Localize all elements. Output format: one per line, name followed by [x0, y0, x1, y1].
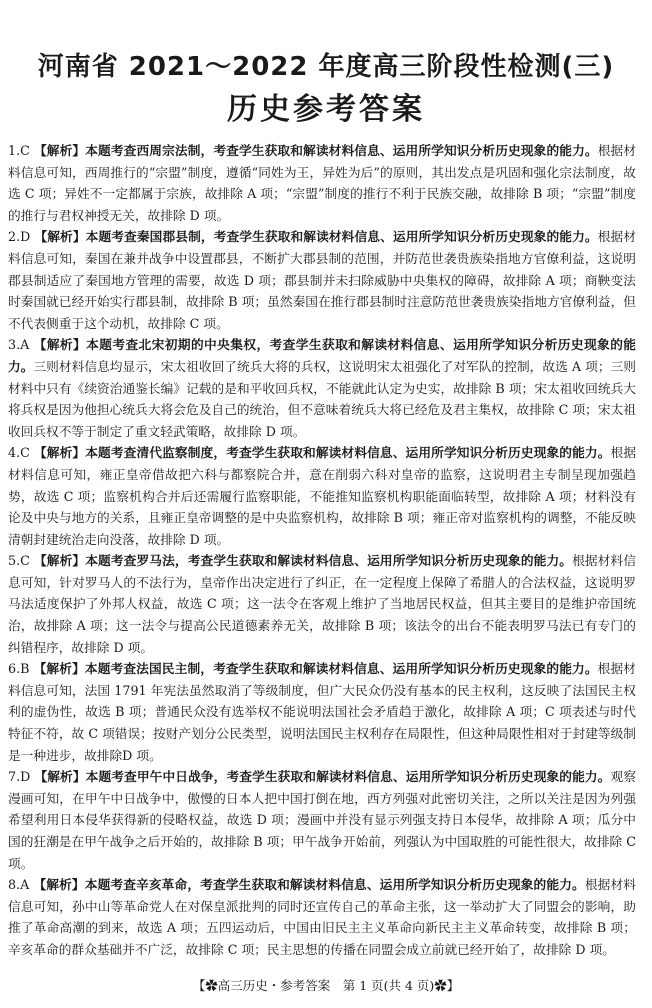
- answer-item-1: [8, 140, 636, 226]
- answer-item-6: [8, 658, 636, 766]
- answer-body: 根据材料信息可知，法国 1791 年宪法虽然取消了等级制度，但广大民众仍没有基本的民主权利，这反映了法国民主权利的虚伪性，故选 B 项；普通民众没有选举权不能说明法国社会矛盾趋于激化，故排除 A 项；C 项表述与时代特征不符，故 C 项错误；按财产划分公民类型，说明法国民主权利存在局限性，但这种局限性相对于封建等级制是一种进步，故排除D 项。: [8, 661, 636, 763]
- answer-item-7: [8, 766, 636, 874]
- answer-list: [8, 140, 636, 961]
- answer-lead: 本题考查甲午中日战争，考查学生获取和解读材料信息、运用所学知识分析历史现象的能力。: [85, 769, 611, 785]
- answer-body: 根据材料信息可知，西周推行的“宗盟”制度，遵循“同姓为王，异姓为后”的原则，其出发点是巩固和强化宗法制度，故选 C 项；异姓不一定都属于宗族，故排除 A 项；“宗盟”制度的推行不利于民族交融，故排除 B 项；“宗盟”制度的推行与君权神授无关，故排除 D 项。: [8, 143, 637, 223]
- analysis-tag: 【解析】: [33, 661, 85, 677]
- answer-item-5: [8, 550, 636, 658]
- analysis-tag: 【解析】: [34, 445, 86, 461]
- answer-number: 5.C: [8, 553, 30, 569]
- answer-item-2: [8, 226, 636, 334]
- answer-lead: 本题考查秦国郡县制，考查学生获取和解读材料信息、运用所学知识分析历史现象的能力。: [85, 229, 598, 245]
- answer-number: 7.D: [8, 769, 31, 785]
- analysis-tag: 【解析】: [33, 877, 85, 893]
- answer-body: 三则材料信息均显示，宋太祖收回了统兵大将的兵权，这说明宋太祖强化了对军队的控制，故选 A 项；三则材料中只有《续资治通鉴长编》记载的是和平收回兵权，不能就此认定为史实，故排除 B 项；宋太祖收回统兵大将兵权是因为他担心统兵大将会危及自己的统治，但不意味着统兵大将已经危及君主集权，故排除 C 项；宋太祖收回兵权不等于制定了重文轻武策略，故排除 D 项。: [8, 358, 636, 439]
- answer-lead: 本题考查清代监察制度，考查学生获取和解读材料信息、运用所学知识分析历史现象的能力。: [85, 445, 611, 461]
- answer-number: 6.B: [8, 661, 30, 677]
- answer-lead: 本题考查法国民主制，考查学生获取和解读材料信息、运用所学知识分析历史现象的能力。: [84, 661, 598, 677]
- analysis-tag: 【解析】: [34, 769, 86, 785]
- answer-body: 根据材料信息可知，孙中山等革命党人在对保皇派批判的同时还宣传自己的革命主张，这一举动扩大了同盟会的影响，助推了革命高潮的到来，故选 A 项；五四运动后，中国由旧民主主义革命向新民主主义革命转变，故排除 B 项；辛亥革命的群众基础并不广泛，故排除 C 项；民主思想的传播在同盟会成立前就已经开始了，故排除 D 项。: [8, 877, 636, 957]
- answer-body: 根据材料信息可知，针对罗马人的不法行为，皇帝作出决定进行了纠正，在一定程度上保障了希腊人的合法权益，这说明罗马法适度保护了外邦人权益，故选 C 项；这一法令在客观上维护了当地居民权益，但其主要目的是维护帝国统治，故排除 A 项；这一法令与提高公民道德素养无关，故排除 B 项；该法令的出台不能表明罗马法已有专门的纠错程序，故排除 D 项。: [8, 553, 637, 655]
- answer-number: 2.D: [8, 229, 31, 245]
- answer-item-4: [8, 442, 636, 550]
- answer-lead: 本题考查罗马法，考查学生获取和解读材料信息、运用所学知识分析历史现象的能力。: [85, 553, 573, 569]
- analysis-tag: 【解析】: [34, 229, 86, 245]
- answer-lead: 本题考查西周宗法制，考查学生获取和解读材料信息、运用所学知识分析历史现象的能力。: [85, 143, 598, 158]
- answer-number: 3.A: [8, 337, 30, 353]
- analysis-tag: 【解析】: [33, 337, 87, 353]
- answer-number: 8.A: [8, 877, 30, 893]
- answer-number: 1.C: [8, 143, 30, 158]
- answer-item-3: [8, 334, 636, 442]
- answer-lead: 本题考查北宋初期的中央集权，考查学生获取和解读材料信息、运用所学知识分析历史现象的能力。: [8, 337, 636, 374]
- answer-number: 4.C: [8, 445, 30, 461]
- answer-body: 根据材料信息可知，秦国在兼并战争中设置郡县，不断扩大郡县制的范围，并防范世袭贵族染指地方官僚利益，这说明郡县制适应了秦国地方管理的需要，故选 D 项；郡县制并未扫除威胁中央集权的障碍，故排除 A 项；商鞅变法时秦国就已经开始实行郡县制，故排除 B 项；虽然秦国在推行郡县制时注意防范世袭贵族染指地方官僚利益，但不代表侧重于这个动机，故排除 C 项。: [8, 229, 637, 331]
- document-subtitle: 历史参考答案: [227, 92, 425, 127]
- analysis-tag: 【解析】: [34, 553, 86, 569]
- answer-item-8: [8, 874, 636, 960]
- page-footer: 【✿高三历史・参考答案 第 1 页(共 4 页)✿】: [192, 978, 460, 993]
- answer-body: 观察漫画可知，在甲午中日战争中，傲慢的日本人把中国打倒在地，西方列强对此密切关注，之所以关注是因为列强希望利用日本侵华获得新的侵略权益，故选 D 项；漫画中并没有显示列强支持日本侵华，故排除 A 项；瓜分中国的狂潮是在甲午战争之后开始的，故排除 B 项；甲午战争开始前，列强认为中国取胜的可能性很大，故排除 C 项。: [8, 769, 637, 871]
- analysis-tag: 【解析】: [34, 143, 86, 158]
- answer-lead: 本题考查辛亥革命，考查学生获取和解读材料信息、运用所学知识分析历史现象的能力。: [84, 877, 585, 893]
- document-title: 河南省 2021～2022 年度高三阶段性检测(三): [37, 52, 615, 82]
- answer-body: 根据材料信息可知，雍正皇帝借故把六科与都察院合并，意在削弱六科对皇帝的监察，这说明君主专制呈现加强趋势，故选 C 项；监察机构合并后还需履行监察职能，不能推知监察机构职能面临转型，故排除 A 项；材料没有论及中央与地方的关系，且雍正皇帝调整的是中央监察机构，故排除 B 项；雍正帝对监察机构的调整，不能反映清朝封建统治走向没落，故排除 D 项。: [8, 445, 637, 547]
